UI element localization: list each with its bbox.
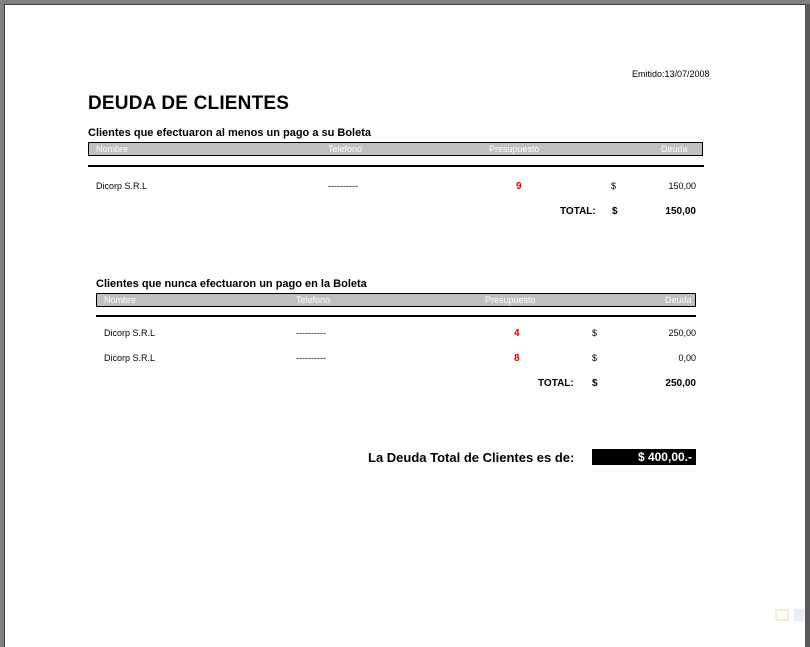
section1-rule <box>88 165 704 167</box>
s2-row2-nombre: Dicorp S.R.L <box>104 353 156 363</box>
col-nombre: Nombre <box>96 144 129 154</box>
section2-title: Clientes que nunca efectuaron un pago en la Boleta <box>96 278 367 290</box>
s1-row1-nombre: Dicorp S.R.L <box>96 181 148 191</box>
s1-total-label: TOTAL: <box>560 206 596 217</box>
col-presupuesto: Presupuesto <box>489 144 540 154</box>
s2-row1-telefono: ---------- <box>296 328 326 338</box>
col-telefono: Telefono <box>328 144 363 154</box>
report-title: DEUDA DE CLIENTES <box>88 93 290 114</box>
section2-header-bar <box>96 293 696 307</box>
section1-header-bar <box>88 142 703 156</box>
s2-total-label: TOTAL: <box>538 378 574 389</box>
col-deuda: Deuda <box>661 144 688 154</box>
emitted-date: Emitido:13/07/2008 <box>632 69 710 79</box>
page-shadow <box>805 4 810 647</box>
page-icon[interactable] <box>775 609 789 621</box>
s2-row2-currency: $ <box>592 353 598 363</box>
s2-row1-nombre: Dicorp S.R.L <box>104 328 156 338</box>
s1-row1-telefono: ---------- <box>328 181 358 191</box>
s2-row1-presupuesto: 4 <box>514 328 520 339</box>
col-telefono: Telefono <box>296 295 331 305</box>
s2-total-currency: $ <box>592 378 598 389</box>
s2-row1-currency: $ <box>592 328 598 338</box>
s2-row1-deuda: 250,00 <box>668 328 696 338</box>
s1-row1-deuda: 150,00 <box>668 181 696 191</box>
s2-row2-presupuesto: 8 <box>514 353 520 364</box>
s1-row1-presupuesto: 9 <box>516 181 522 192</box>
col-nombre: Nombre <box>104 295 137 305</box>
col-presupuesto: Presupuesto <box>485 295 536 305</box>
grand-total-label: La Deuda Total de Clientes es de: <box>368 450 575 465</box>
s2-row2-deuda: 0,00 <box>678 353 696 363</box>
s2-total-value: 250,00 <box>665 378 696 389</box>
grand-total-value: $ 400,00.- <box>592 449 696 465</box>
col-deuda: Deuda <box>665 295 692 305</box>
section1-title: Clientes que efectuaron al menos un pago a su Boleta <box>88 127 372 139</box>
s1-total-value: 150,00 <box>665 206 696 217</box>
s1-row1-currency: $ <box>611 181 617 191</box>
section2-rule <box>96 315 696 317</box>
zoom-icon[interactable] <box>794 609 804 621</box>
s1-total-currency: $ <box>612 206 618 217</box>
s2-row2-telefono: ---------- <box>296 353 326 363</box>
